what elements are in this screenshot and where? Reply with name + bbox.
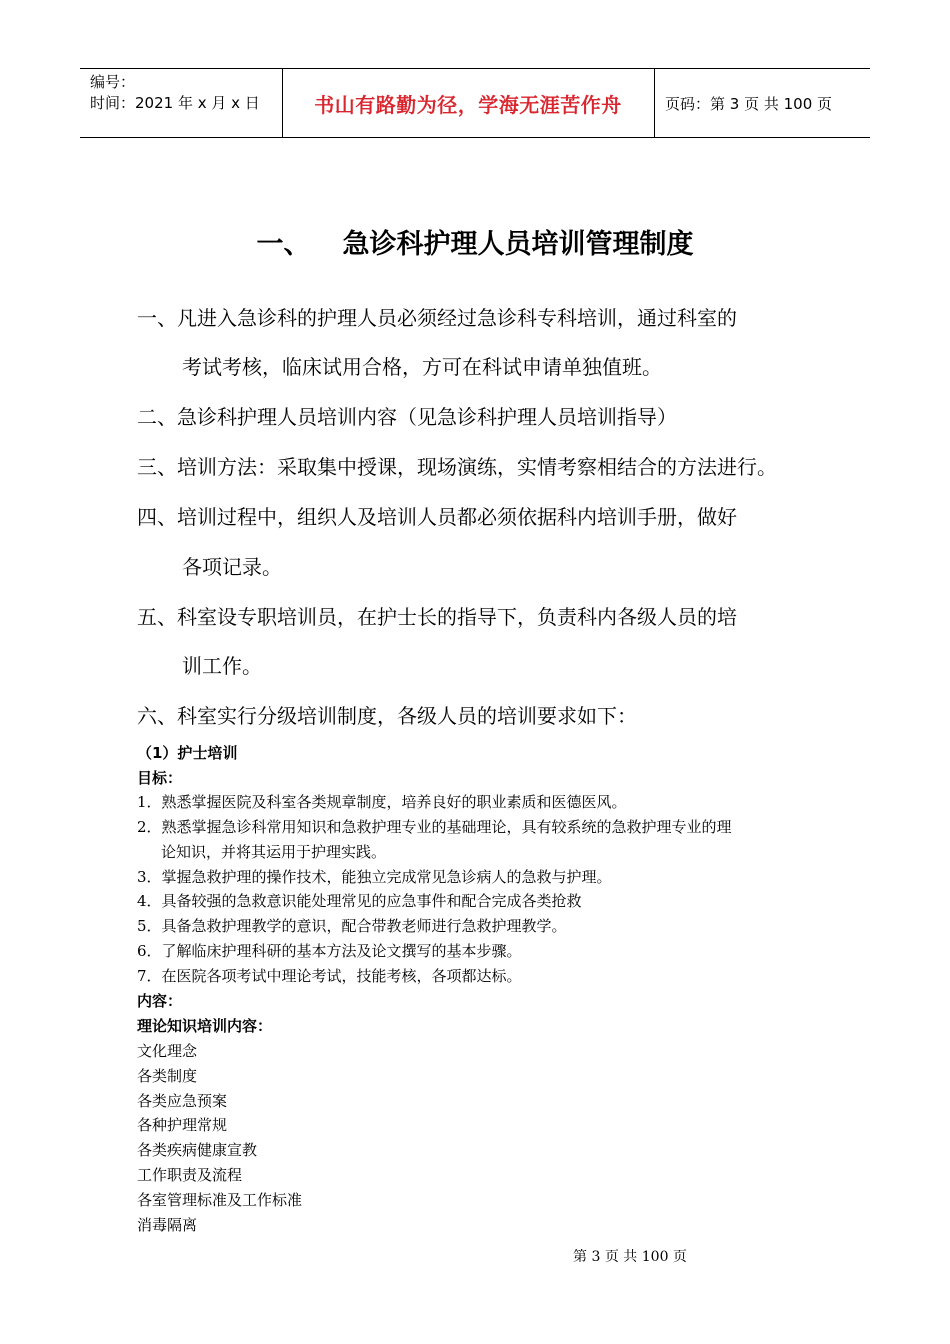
header-motto: 书山有路勤为径，学海无涯苦作舟 [282,69,655,137]
theory-item: 文化理念 [137,1042,198,1060]
theory-item: 各类制度 [137,1067,198,1085]
goal-item: 5．具备急救护理教学的意识，配合带教老师进行急救护理教学。 [137,917,567,935]
header-page-info: 页码：第 3 页 共 100 页 [665,94,833,113]
goal-item: 7．在医院各项考试中理论考试，技能考核，各项都达标。 [137,967,522,985]
title-text: 急诊科护理人员培训管理制度 [342,229,694,260]
theory-item: 工作职责及流程 [137,1166,243,1184]
theory-item: 各类疾病健康宣教 [137,1141,258,1159]
title-number: 一、 [256,229,311,260]
page-footer: 第 3 页 共 100 页 [573,1249,687,1265]
document-number-label: 编号： [90,73,136,91]
goal-item: 3．掌握急救护理的操作技术，能独立完成常见急诊病人的急救与护理。 [137,868,612,886]
goal-item: 4．具备较强的急救意识能处理常见的应急事件和配合完成各类抢救 [137,892,582,910]
theory-item: 各种护理常规 [137,1116,228,1134]
rule-line: 一、凡进入急诊科的护理人员必须经过急诊科专科培训，通过科室的 [137,306,737,330]
header-meta-cell [80,69,283,137]
rule-line: 考试考核，临床试用合格，方可在科试申请单独值班。 [182,355,662,379]
rule-line: 四、培训过程中，组织人及培训人员都必须依据科内培训手册，做好 [137,505,737,529]
goal-item: 论知识，并将其运用于护理实践。 [161,843,387,861]
goals-label: 目标： [137,769,183,787]
goal-item: 6．了解临床护理科研的基本方法及论文撰写的基本步骤。 [137,942,522,960]
rule-line: 二、急诊科护理人员培训内容（见急诊科护理人员培训指导） [137,405,677,429]
goal-item: 2．熟悉掌握急诊科常用知识和急救护理专业的基础理论，具有较系统的急救护理专业的理 [137,818,732,836]
theory-item: 消毒隔离 [137,1216,198,1234]
rule-line: 五、科室设专职培训员，在护士长的指导下，负责科内各级人员的培 [137,605,737,629]
rule-line: 三、培训方法：采取集中授课，现场演练，实情考察相结合的方法进行。 [137,455,777,479]
header-table [80,68,870,138]
theory-label: 理论知识培训内容： [137,1017,273,1035]
goal-item: 1．熟悉掌握医院及科室各类规章制度，培养良好的职业素质和医德医风。 [137,793,627,811]
section-heading: （1）护士培训 [137,744,238,762]
document-date: 时间：2021 年 x 月 x 日 [90,94,260,112]
page-title [0,222,950,261]
rule-line: 各项记录。 [182,555,282,579]
content-label: 内容： [137,992,183,1010]
rule-line: 六、科室实行分级培训制度，各级人员的培训要求如下： [137,704,637,728]
theory-item: 各室管理标准及工作标准 [137,1191,303,1209]
rule-line: 训工作。 [182,654,262,678]
theory-item: 各类应急预案 [137,1092,228,1110]
